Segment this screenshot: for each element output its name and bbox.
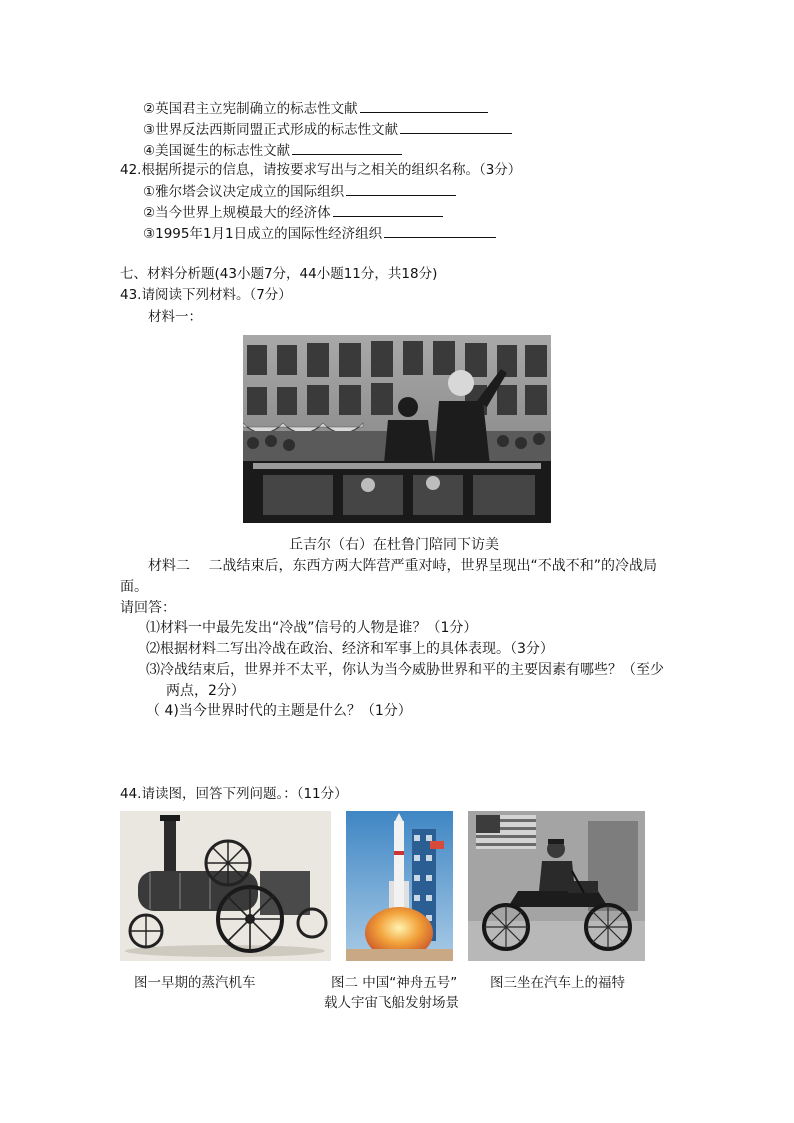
answer-blank[interactable] bbox=[333, 202, 443, 217]
answer-blank[interactable] bbox=[400, 119, 512, 134]
q41-item4 bbox=[143, 140, 402, 161]
q43-material2-line1: 材料二 二战结束后，东西方两大阵营严重对峙，世界呈现出“不战不和”的冷战局 bbox=[148, 558, 657, 574]
q44-title: 44.请读图，回答下列问题。：（11分） bbox=[120, 786, 348, 802]
shenzhou5-launch-figure bbox=[346, 811, 453, 961]
answer-blank[interactable] bbox=[346, 181, 456, 196]
q44-caption2-line1: 图二 中国“神舟五号” bbox=[331, 975, 458, 991]
answer-blank[interactable] bbox=[292, 140, 402, 155]
q43-sub3-line1: ⑶冷战结束后，世界并不太平，你认为当今威胁世界和平的主要因素有哪些？（至少 bbox=[146, 662, 664, 678]
section7-title: 七、材料分析题(43小题7分，44小题11分，共18分) bbox=[120, 266, 438, 282]
q41-item2 bbox=[143, 98, 488, 119]
q44-caption3: 图三坐在汽车上的福特 bbox=[490, 975, 625, 991]
q43-sub3-line2: 两点，2分） bbox=[166, 683, 245, 699]
q44-caption1: 图一早期的蒸汽机车 bbox=[134, 975, 256, 991]
answer-blank[interactable] bbox=[384, 223, 496, 238]
q41-item3 bbox=[143, 119, 512, 140]
churchill-truman-photo bbox=[243, 335, 551, 523]
q43-sub4: （ 4)当今世界时代的主题是什么？（1分） bbox=[146, 703, 412, 719]
q43-material2-line2: 面。 bbox=[120, 579, 148, 595]
q43-title: 43.请阅读下列材料。（7分） bbox=[120, 287, 292, 303]
q42-title: 42.根据所提示的信息，请按要求写出与之相关的组织名称。（3分） bbox=[120, 162, 522, 178]
ford-car-figure bbox=[468, 811, 645, 961]
answer-blank[interactable] bbox=[360, 98, 488, 113]
q42-item3 bbox=[143, 223, 496, 244]
steam-tractor-image bbox=[120, 811, 331, 961]
churchill-truman-photo-image bbox=[243, 335, 551, 523]
q43-material1-label: 材料一： bbox=[148, 309, 202, 325]
q44-caption2-line2: 载人宇宙飞船发射场景 bbox=[324, 995, 459, 1011]
q42-item1-text: ①雅尔塔会议决定成立的国际组织 bbox=[143, 184, 345, 200]
q42-item2 bbox=[143, 202, 443, 223]
shenzhou5-launch-image bbox=[346, 811, 453, 961]
q41-item3-text: ③世界反法西斯同盟正式形成的标志性文献 bbox=[143, 122, 399, 138]
q41-item2-text: ②英国君主立宪制确立的标志性文献 bbox=[143, 101, 358, 117]
ford-car-image bbox=[468, 811, 645, 961]
steam-tractor-figure bbox=[120, 811, 331, 961]
q42-item1 bbox=[143, 181, 456, 202]
q43-answer-prompt: 请回答： bbox=[120, 600, 176, 616]
q43-photo-caption: 丘吉尔（右）在杜鲁门陪同下访美 bbox=[289, 537, 499, 553]
q43-sub2: ⑵根据材料二写出冷战在政治、经济和军事上的具体表现。（3分） bbox=[146, 641, 554, 657]
q42-item2-text: ②当今世界上规模最大的经济体 bbox=[143, 205, 331, 221]
q42-item3-text: ③1995年1月1日成立的国际性经济组织 bbox=[143, 226, 383, 242]
q43-sub1: ⑴材料一中最先发出“冷战”信号的人物是谁？（1分） bbox=[146, 620, 478, 636]
q41-item4-text: ④美国诞生的标志性文献 bbox=[143, 143, 291, 159]
